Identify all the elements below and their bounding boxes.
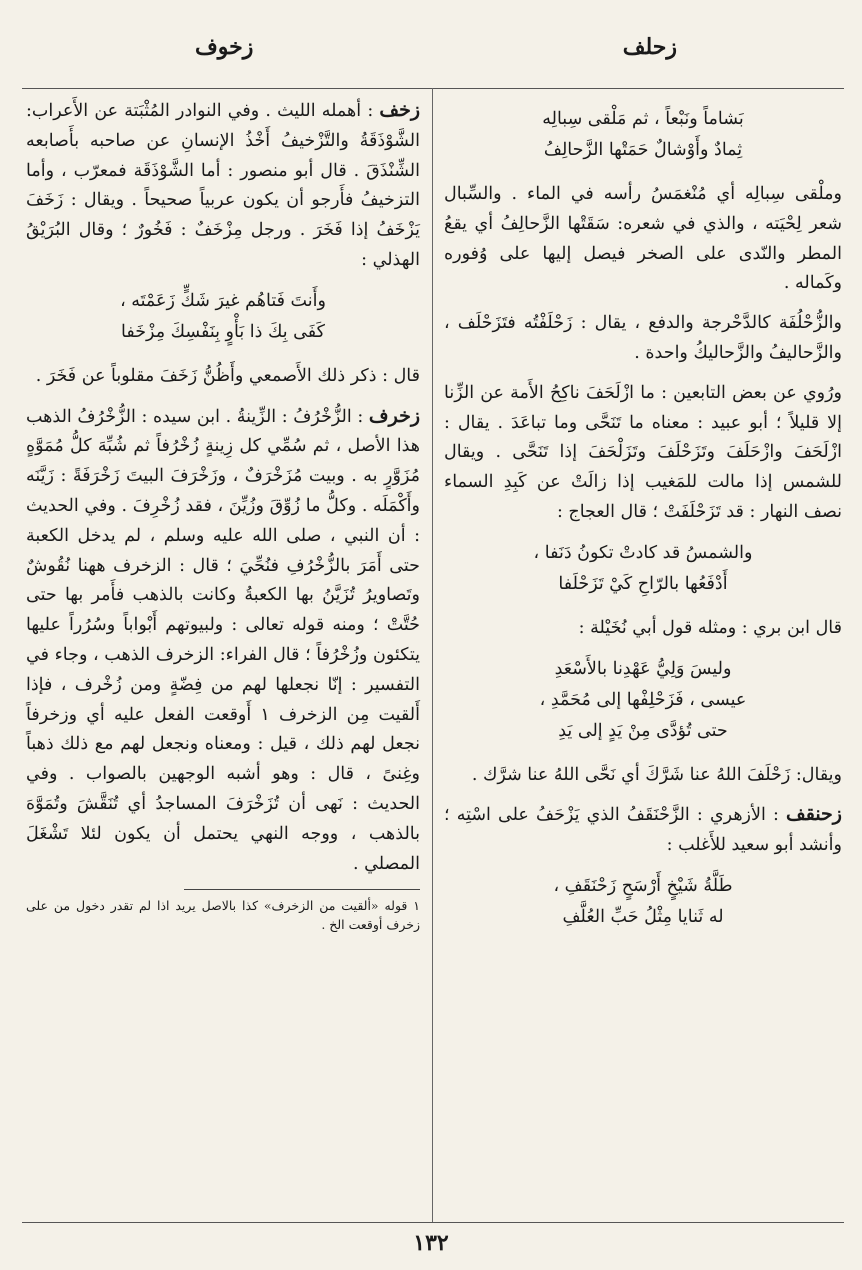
verse-line: أَدْفَعُها بالرّاحِ كَيْ تَزَحْلَفا — [558, 573, 728, 594]
column-divider — [432, 88, 433, 1222]
verse-line: والشمسُ قد كادتْ تكونُ دَنَفا ، — [533, 542, 753, 563]
top-rule — [22, 88, 844, 89]
page-number: ١٣٢ — [413, 1230, 449, 1256]
right-column — [444, 96, 842, 947]
headword: زخرف — [368, 404, 420, 427]
verse-line: وليسَ وَلِيُّ عَهْدِنا بالأَسْعَدِ — [554, 658, 732, 679]
verse-block — [444, 538, 842, 600]
headword: زحنقف — [786, 803, 842, 826]
verse-line: وأَنتَ فَتاهُم غيرَ شَكٍّ زَعَمْتَه ، — [120, 290, 326, 311]
header-left-word: زخوف — [195, 34, 254, 60]
verse-line: ثِمادٌ وأَوْشالٌ حَمَتْها الزَّحالِفُ — [543, 140, 743, 160]
verse-line: عيسى ، فَزَحْلِفْها إلى مُحَمَّدِ ، — [539, 689, 747, 710]
header-right-word: زحلف — [622, 34, 677, 60]
entry-text: : أهمله الليث . وفي النوادر المُثْبَتة عن الأَعراب: الشَّوْذَقَةُ والتَّزْخيفُ أَخْذُ الإنسانِ عن صاحبه بأَصابعه الشِّنْذَقَ . قال أبو منصور : أما الشَّوْذَقَة فمعرّب ، وأما التزخيفُ فأَرجو أن يكون عربياً صحيحاً . ويقال : زَخَفَ يَزْخَفُ إذا فَخَرَ . ورجل مِزْخَفٌ : فَخُورٌ ؛ وقال البُرَيْقُ الهذلي : — [26, 101, 420, 270]
entry-paragraph: قال : ذكر ذلك الأَصمعي وأَظُنُّ زَخَفَ مقلوباً عن فَخَرَ . — [35, 365, 420, 386]
entry-text: : الزُّخْرُفُ : الزِّينةُ . ابن سيده : الزُّخْرُفُ الذهب هذا الأصل ، ثم سُمِّي كل زِينةٍ زُخْرُفاً ثم شُبِّهَ كلُّ مُمَوَّهٍ مُزَوَّرٍ به . وبيت مُزَخْرَفٌ ، وزَخْرَفَ البيتَ زَخْرَفَةً : زَيَّنَه وأَكْمَلَه . وكلُّ ما زُوِّقَ وزُيِّنَ ، فقد زُخْرِفَ . وفي الحديث : أن النبي ، صلى الله عليه وسلم ، لم يدخل الكعبة حتى أَمَرَ بالزُّخْرُفِ فنُحِّيَ ؛ قال : الزخرف ههنا نُقُوشٌ وتَصاويرُ تُزَيَّنُ بها الكعبةُ وكانت بالذهب فأَمر بها حتى حُتَّتْ ؛ ومنه قوله تعالى : ولبيوتهم أَبْواباً وسُرُراً عليها يتكئون وزُخْرُفاً ؛ قال الفراء: الزخرف الذهب ، وجاء في التفسير : إنّا نجعلها لهم من فِضّةٍ ومن زُخْرف ، فإذا أَلقيت مِن الزخرف ١ أَوقعت الفعل عليه أي وزخرفاً نجعل لهم ذلك ، قيل : ومعناه ونجعل لهم مع ذلك ذهباً وغِنىً ، قال : وهو أشبه الوجهين بالصواب . وفي الحديث : نَهى أن تُزَخْرَفَ المساجدُ أي تُنَقَّشَ وتُمَوَّهَ بالذهب ، ووجه النهي يحتمل أن يكون لئلا تَشْغَلَ المصلي . — [26, 406, 420, 874]
verse-block — [444, 104, 842, 166]
verse-line: طَلَّةُ شَيْخٍ أَرْسَحٍ زَحْنَقَفِ ، — [553, 875, 733, 896]
entry-paragraph: وملْقى سِبالِه أي مُنْغمَسُ رأسه في الماء . والسِّبال شعر لِحْيَته ، والذي في شعره: سَقَتْها الزَّحالِفُ أي يقعُ المطر والنّدى على الصخر فيصل إليها على وُفوره وكَماله . — [444, 184, 842, 294]
verse-line: كَفَى بِكَ ذا بَأْوٍ بِنَفْسِكَ مِزْخَفا — [121, 321, 325, 342]
entry-paragraph: ورُوي عن بعض التابعين : ما ازْلَحَفَ ناكِحُ الأَمة عن الزِّنا إلا قليلاً ؛ أبو عبيد : معناه ما تَنَحَّى وما تباعَدَ . يقال : ازْلَحَفَ وازْحَلَفَ وتَزَحْلَفَ وتَزَلْحَفَ إذا تَنَحَّى . ويقال للشمس إذا مالت للمَغيب إذا زالَتْ عن كَبِدِ السماء نصف النهار : قد تَزَحْلَفَتْ ؛ قال العجاج : — [444, 382, 842, 522]
footnote: ١ قوله «ألقيت من الزخرف» كذا بالاصل يريد اذا لم تقدر دخول من على زخرف أوقعت الخ . — [26, 898, 420, 933]
left-column — [26, 96, 420, 944]
entry-paragraph — [444, 800, 842, 861]
verse-line: حتى تُؤدَّى مِنْ يَدٍ إلى يَدِ — [558, 720, 728, 741]
verse-block — [444, 871, 842, 933]
entry-paragraph: والزُّحْلُفَة كالدَّحْرجة والدفع ، يقال : زَحْلَفْتُه فتَزَحْلَف ، والزَّحاليفُ والزَّحاليكُ واحدة . — [444, 313, 842, 363]
bottom-rule — [22, 1222, 844, 1223]
entry-paragraph: ويقال: زَحْلَفَ اللهُ عنا شَرَّكَ أي نَحَّى اللهُ عنا شرَّك . — [471, 764, 842, 785]
entry-paragraph — [26, 96, 420, 276]
entry-paragraph: قال ابن بري : ومثله قول أبي نُخَيْلة : — [578, 617, 842, 638]
verse-block — [444, 654, 842, 747]
verse-block — [26, 286, 420, 348]
verse-line: له ثَنايا مِثْلُ حَبِّ العُلَّفِ — [562, 906, 724, 927]
headword: زخف — [379, 99, 420, 121]
footnote-separator — [184, 889, 420, 890]
verse-line: بَشاماً ونَبْعاً ، ثم مَلْقى سِبالِه — [542, 109, 744, 129]
entry-paragraph — [26, 402, 420, 880]
entry-text: : الأزهري : الزَّحْنَقَفُ الذي يَزْحَفُ على اسْتِه ؛ وأنشد أبو سعيد للأَغلب : — [444, 805, 842, 856]
